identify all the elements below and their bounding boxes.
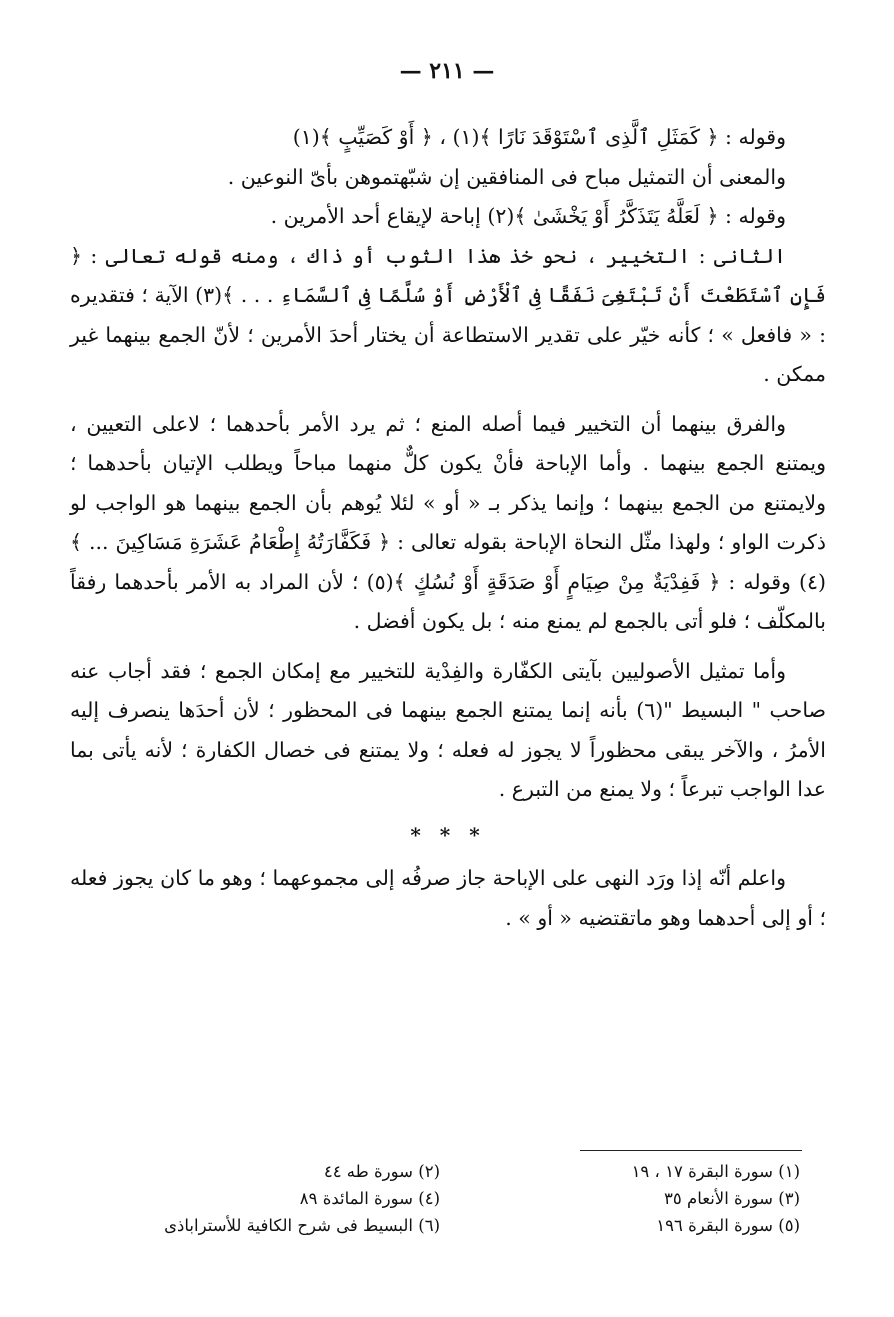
footnote-4: (٤) سورة المائدة ٨٩ [299, 1189, 440, 1208]
paragraph-3: وقوله : ﴿ لَعَلَّهُ يَتَذَكَّرُ أَوْ يَخْشَىٰ ﴾(٢) إباحة لإيقاع أحد الأمرين . [270, 204, 786, 228]
paragraph-6: وأما تمثيل الأصوليين بآيتى الكفّارة والفِدْية للتخيير مع إمكان الجمع ؛ فقد أجاب عنه صاحب " البسيط "(٦) بأنه إنما يمتنع الجمع بينهما فى المحظور ؛ لأن أحدَها ينصرف إليه الأمرُ ، والآخر يبقى محظوراً لا يجوز له فعله ؛ ولا يمتنع فى خصال الكفارة ؛ لأنه يأتى بما عدا الواجب تبرعاً ؛ ولا يمنع من التبرع . [70, 658, 826, 801]
footnote-1: (١) سورة البقرة ١٧ ، ١٩ [631, 1162, 800, 1181]
page-number: — ٢١١ — [399, 58, 495, 84]
paragraph-1: وقوله : ﴿ كَمَثَلِ ٱلَّذِى ٱسْتَوْقَدَ نَارًا ﴾(١) ، ﴿ أَوْ كَصَيِّبٍ ﴾(١) [292, 125, 786, 149]
paragraph-4: الثانى : التخيير ، نحو خذ هذا الثوب أو ذاك ، ومنه قوله تعالى : ﴿ فَإِنِ ٱسْتَطَعْتَ أَنْ تَبْتَغِىَ نَفَقًا فِى ٱلْأَرْضِ أَوْ سُلَّمًا فِى ٱلسَّمَاءِ . . . ﴾(٣) الآية ؛ فتقديره : « فافعل » ؛ كأنه خيّر على تقدير الاستطاعة أن يختار أحدَ الأمرين ؛ لأنّ الجمع بينهما غير ممكن . [70, 243, 826, 386]
paragraph-5: والفرق بينهما أن التخيير فيما أصله المنع ؛ ثم يرد الأمر بأحدهما ؛ لاعلى التعيين ، ويمتنع الجمع بينهما . وأما الإباحة فأنْ يكون كلٌّ منهما مباحاً ويطلب الإتيان بأحدهما ؛ ولايمتنع من الجمع بينهما ؛ وإنما يذكر بـ « أو » لئلا يُوهم بأن الجمع بينهما هو الواجب لو ذكرت الواو ؛ ولهذا مثّل النحاة الإباحة بقوله تعالى : ﴿ فَكَفَّارَتُهُ إِطْعَامُ عَشَرَةِ مَسَاكِينَ ... ﴾(٤) وقوله : ﴿ فَفِدْيَةٌ مِنْ صِيَامٍ أَوْ صَدَقَةٍ أَوْ نُسُكٍ ﴾(٥) ؛ لأن المراد به الأمر بأحدهما رفقاً بالمكلّف ؛ فلو أتى بالجمع لم يمنع منه ؛ بل يكون أفضل . [70, 411, 827, 633]
footnote-6: (٦) البسيط فى شرح الكافية للأستراباذى [164, 1216, 440, 1235]
footnote-3: (٣) سورة الأنعام ٣٥ [664, 1189, 800, 1208]
section-separator: * * * [410, 822, 486, 847]
footnote-5: (٥) سورة البقرة ١٩٦ [656, 1216, 800, 1235]
paragraph-7: واعلم أنّه إذا ورَد النهى على الإباحة جاز صرفُه إلى مجموعهما ؛ وهو ما كان يجوز فعله ؛ أو إلى أحدهما وهو ماتقتضيه « أو » . [70, 866, 826, 930]
footnote-2: (٢) سورة طه ٤٤ [323, 1162, 440, 1181]
footnote-rule [580, 1150, 802, 1151]
paragraph-2: والمعنى أن التمثيل مباح فى المنافقين إن شبّهتموهن بأىّ النوعين . [227, 164, 786, 189]
footnotes-left-column [80, 1158, 440, 1239]
footnotes-right-column [440, 1158, 800, 1239]
main-text [70, 118, 826, 938]
